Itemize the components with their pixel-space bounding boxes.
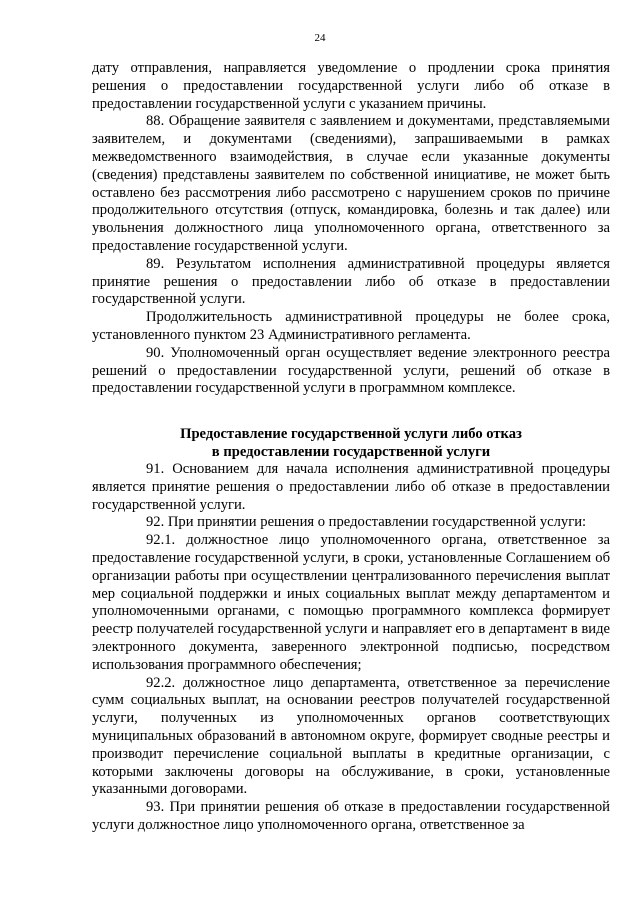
section-heading-line: в предоставлении государственной услуги <box>211 443 491 460</box>
body-text-top <box>92 60 610 398</box>
paragraph: 92. При принятии решения о предоставлении государственной услуги: <box>146 514 587 531</box>
paragraph: 88. Обращение заявителя с заявлением и документами, представляемыми заявителем, и документами (сведениями), запрашиваемыми в рамках межведомственного взаимодействия, в случае если указанные документы (сведения) представлены заявителем по собственной инициативе, не может быть оставлено без рассмотрения либо рассмотрено с нарушением сроков по причине продолжительного отсутствия (отпуск, командировка, болезнь и так далее) или увольнения должностного лица уполномоченного органа, ответственного за предоставление государственной услуги. <box>92 113 610 254</box>
body-text-bottom <box>92 461 610 835</box>
paragraph: 90. Уполномоченный орган осуществляет ведение электронного реестра решений о предоставлении государственной услуги, решений об отказе в предоставлении государственной услуги в программном комплексе. <box>92 344 610 397</box>
page-number: 24 <box>314 32 326 44</box>
paragraph: 91. Основанием для начала исполнения административной процедуры является принятие решения о предоставлении либо об отказе в предоставлении государственной услуги. <box>92 461 610 513</box>
paragraph: 93. При принятии решения об отказе в предоставлении государственной услуги должностное лицо уполномоченного органа, ответственное за <box>92 799 610 833</box>
paragraph: дату отправления, направляется уведомление о продлении срока принятия решения о предоставлении государственной услуги либо об отказе в предоставлении государственной услуги с указанием причины. <box>92 60 610 112</box>
paragraph: Продолжительность административной процедуры не более срока, установленного пунктом 23 Административного регламента. <box>92 309 610 343</box>
paragraph: 89. Результатом исполнения административной процедуры является принятие решения о предоставлении либо об отказе в предоставлении государственной услуги. <box>92 255 610 308</box>
section-heading-line: Предоставление государственной услуги либо отказ <box>180 426 522 442</box>
section-heading <box>92 426 610 462</box>
paragraph: 92.1. должностное лицо уполномоченного органа, ответственное за предоставление государственной услуги, в сроки, установленные Соглашением об организации работы при осуществлении централизованного перечисления выплат мер социальной поддержки и иных социальных выплат между департаментом и уполномоченными органами, с помощью программного комплекса формирует реестр получателей государственной услуги и направляет его в департамент в виде электронного документа, заверенного электронной подписью, посредством использования программного обеспечения; <box>92 532 610 673</box>
paragraph: 92.2. должностное лицо департамента, ответственное за перечисление сумм социальных выплат, на основании реестров получателей государственной услуги, полученных из уполномоченных органов соответствующих муниципальных образований в автономном округе, формирует сводные реестры и производит перечисление социальной выплаты в кредитные организации, с которыми заключены договоры на обслуживание, в сроки, установленные указанными договорами. <box>92 674 610 798</box>
